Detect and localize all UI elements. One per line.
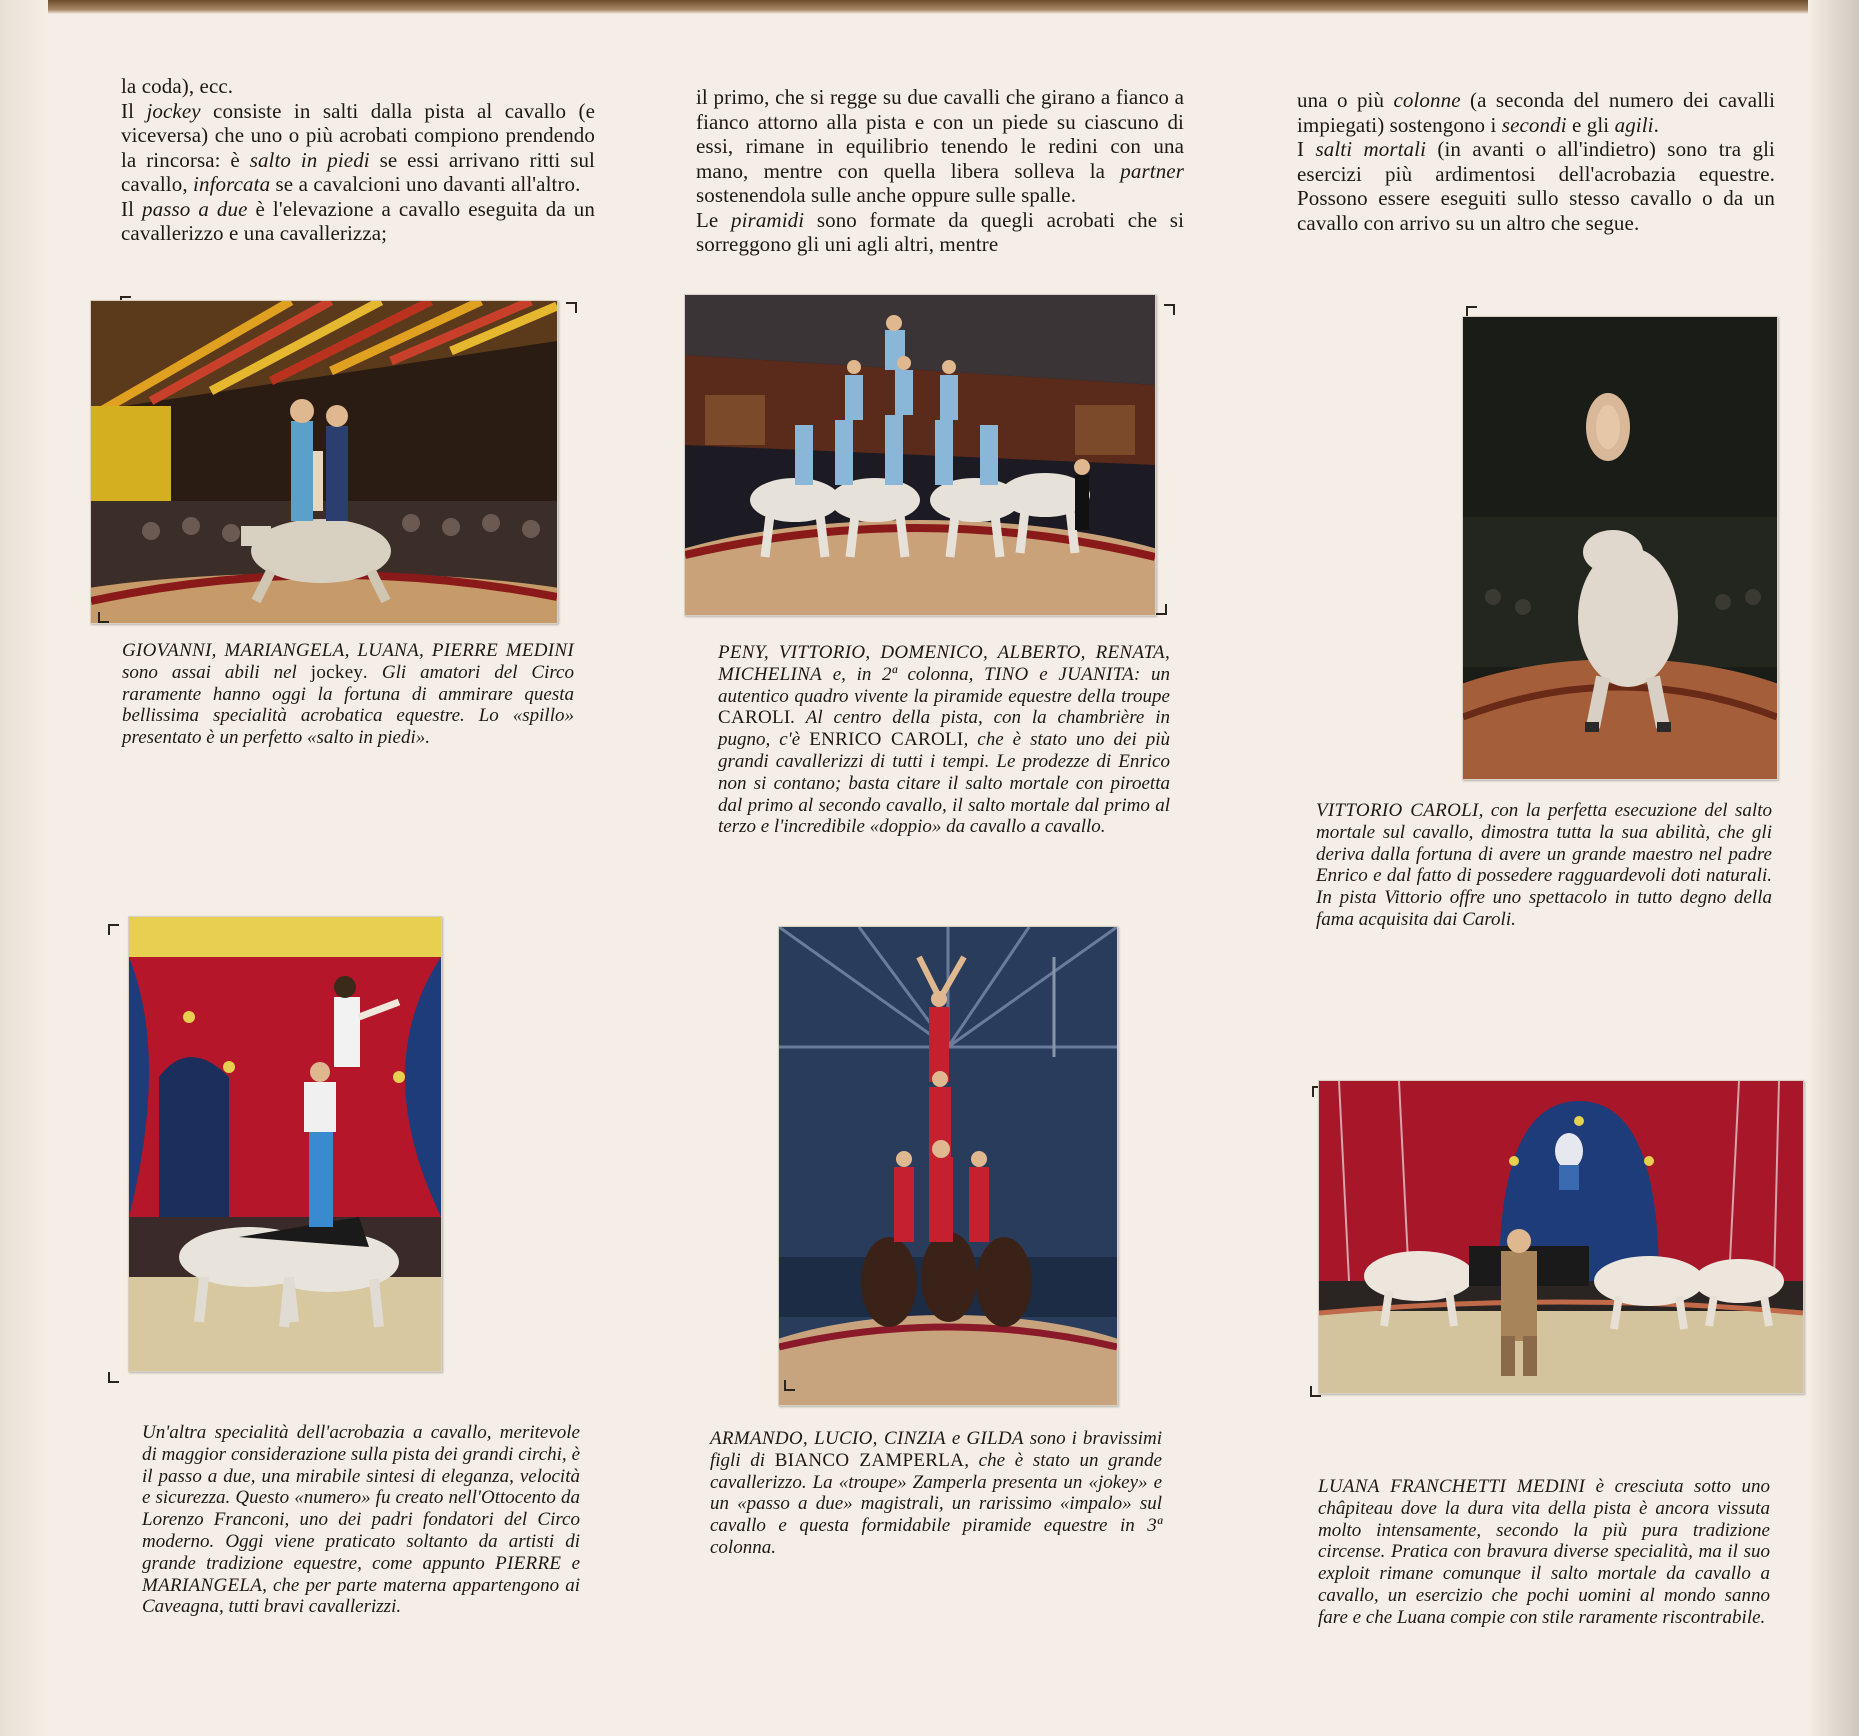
- middle-column-intro: [696, 85, 1184, 257]
- circus-passo-a-due-illustration: [129, 917, 441, 1371]
- colonne-paragraph: una o più colonne (a seconda del numero dei cavalli impiegati) sostengono i secondi e gli agili.: [1297, 88, 1775, 137]
- caption-caroli-pyramid: PENY, VITTORIO, DOMENICO, ALBERTO, RENATA, MICHELINA e, in 2ª colonna, TINO e JUANITA: un autentico quadro vivente la piramide equestre della troupe CAROLI. Al centro della pista, con la chambrière in pugno, c'è ENRICO CAROLI, che è stato uno dei più grandi cavallerizzi di tutti i tempi. Le prodezze di Enrico non si contano; basta citare il salto mortale con piroetta dal primo al secondo cavallo, il salto mortale dal primo al terzo e l'incredibile «doppio» da cavallo a cavallo.: [718, 642, 1171, 838]
- photo-luana-franchetti: [1318, 1080, 1804, 1394]
- piramidi-paragraph: Le piramidi sono formate da quegli acrobati che si sorreggono gli uni agli altri, mentre: [696, 207, 1185, 256]
- circus-salto-cavallo-illustration: [1319, 1081, 1803, 1393]
- circus-somersault-illustration: [1463, 317, 1777, 779]
- intro-line-coda: la coda), ecc.: [121, 74, 234, 98]
- photo-corner-mark: [1310, 1386, 1321, 1397]
- photo-passo-a-due: [128, 916, 442, 1372]
- caption-medini-jockey: GIOVANNI, MARIANGELA, LUANA, PIERRE MEDINI sono assai abili nel jockey. Gli amatori del Circo raramente hanno oggi la fortuna di ammirare questa bellissima specialità acrobatica equestre. Lo «spillo» presentato è un perfetto «salto in piedi».: [122, 640, 574, 749]
- photo-zamperla-pyramid: [778, 926, 1118, 1406]
- passo-a-due-paragraph: Il passo a due è l'elevazione a cavallo eseguita da un cavallerizzo e una cavallerizza;: [121, 196, 595, 245]
- caption-zamperla: ARMANDO, LUCIO, CINZIA e GILDA sono i bravissimi figli di BIANCO ZAMPERLA, che è stato un grande cavallerizzo. La «troupe» Zamperla presenta un «jokey» e un «passo a due» magistrali, un rarissimo «impalo» sul cavallo e questa formidabile piramide equestre in 3ª colonna.: [710, 1428, 1162, 1558]
- photo-corner-mark: [566, 302, 577, 313]
- photo-vittorio-caroli: [1462, 316, 1778, 780]
- page-top-edge: [0, 0, 1859, 14]
- photo-corner-mark: [108, 1372, 119, 1383]
- photo-caroli-pyramid: [684, 294, 1156, 616]
- photo-corner-mark: [784, 1380, 795, 1391]
- salti-mortali-paragraph: I salti mortali (in avanti o all'indietro) sono tra gli esercizi più ardimentosi dell'acrobazia equestre. Possono essere eseguiti sullo stesso cavallo o da un cavallo con arrivo su un altro che segue.: [1297, 137, 1775, 235]
- circus-jockey-illustration: [91, 301, 557, 623]
- photo-corner-mark: [1164, 304, 1175, 315]
- primo-paragraph: il primo, che si regge su due cavalli che girano a fianco a fianco attorno alla pista e con un piede su ciascuno di essi, rimane in equilibrio tenendo le redini con una mano, mentre con quella libera solleva la partner sostenendola sulle anche oppure sulle spalle.: [696, 85, 1184, 207]
- photo-corner-mark: [1156, 604, 1167, 615]
- caption-luana-franchetti: LUANA FRANCHETTI MEDINI è cresciuta sotto uno châpiteau dove la dura vita della pista è ancora vissuta molto intensamente, secondo la più pura tradizione circense. Pratica con bravura diverse specialità, ma il suo exploit rimane comunque il salto mortale da cavallo a cavallo, un esercizio che pochi uomini al mondo sanno fare e che Luana compie con stile raramente riscontrabile.: [1318, 1476, 1770, 1628]
- book-spine: [1808, 0, 1859, 1736]
- photo-corner-mark: [108, 924, 119, 935]
- circus-zamperla-illustration: [779, 927, 1117, 1405]
- photo-corner-mark: [98, 612, 109, 623]
- left-column-intro: [121, 74, 595, 246]
- page-left-edge: [0, 0, 48, 1736]
- caption-passo-a-due: Un'altra specialità dell'acrobazia a cavallo, meritevole di maggior considerazione sulla pista dei grandi circhi, è il passo a due, una mirabile sintesi di eleganza, velocità e sicurezza. Questo «numero» fu creato nell'Ottocento da Lorenzo Franconi, uno dei padri fondatori del Circo moderno. Oggi viene praticato soltanto da artisti di grande tradizione equestre, come appunto PIERRE e MARIANGELA, che per parte materna appartengono ai Caveagna, tutti bravi cavallerizzi.: [142, 1422, 581, 1618]
- photo-medini-jockey: [90, 300, 558, 624]
- circus-pyramid-illustration: [685, 295, 1155, 615]
- right-column-intro: [1297, 88, 1775, 235]
- caption-vittorio-caroli: VITTORIO CAROLI, con la perfetta esecuzione del salto mortale sul cavallo, dimostra tutta la sua abilità, che gli deriva dalla fortuna di avere un grande maestro nel padre Enrico e dal fatto di possedere ragguardevoli doti naturali. In pista Vittorio offre uno spettacolo in tutto degno della fama acquisita dai Caroli.: [1316, 800, 1772, 930]
- jockey-paragraph: Il jockey consiste in salti dalla pista al cavallo (e viceversa) che uno o più acrobati compiono prendendo la rincorsa: è salto in piedi se essi arrivano ritti sul cavallo, inforcata se a cavalcioni uno davanti all'altro.: [121, 98, 595, 196]
